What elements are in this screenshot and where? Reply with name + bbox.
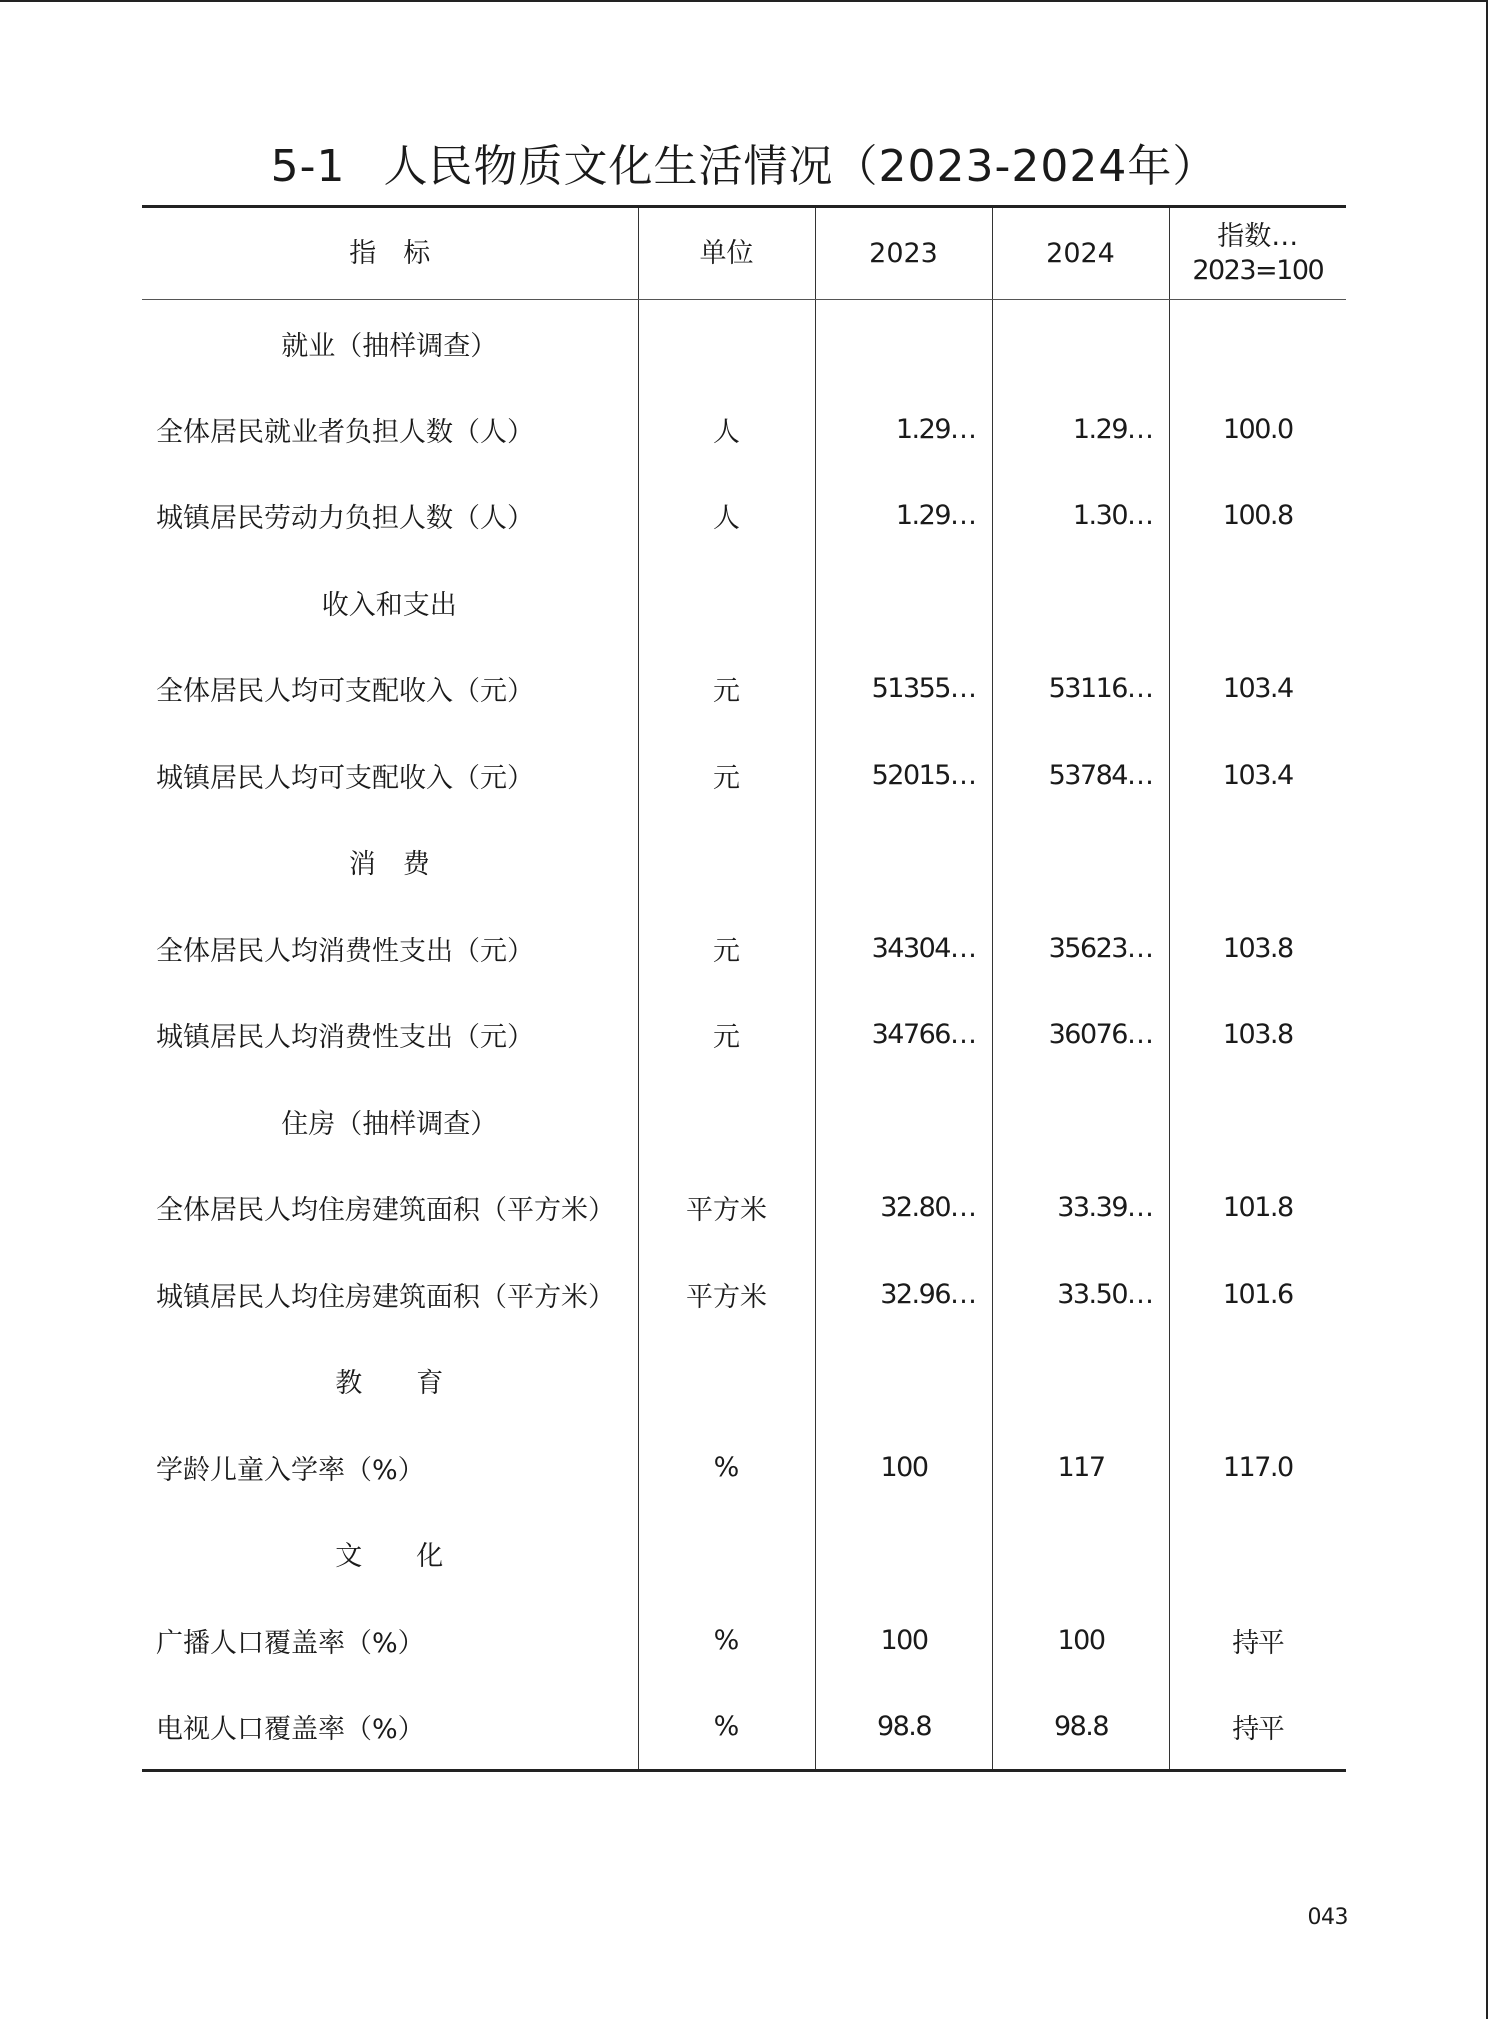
indicator-cell: 电视人口覆盖率（%）	[142, 1684, 638, 1771]
unit-cell: 人	[638, 473, 815, 560]
index-cell	[1169, 819, 1346, 906]
unit-cell	[638, 1511, 815, 1598]
indicator-cell: 全体居民人均可支配收入（元）	[156, 676, 534, 708]
table-row	[142, 1165, 1346, 1252]
value-2023-cell: 52015…	[815, 732, 992, 819]
page-number: 043	[1307, 1905, 1348, 1930]
category-label: 消 费	[348, 849, 430, 881]
value-2023-cell	[815, 819, 992, 906]
header-unit: 单位	[638, 207, 815, 300]
category-label: 就业（抽样调查）	[281, 330, 498, 362]
header-2024: 2024	[992, 207, 1169, 300]
value-2023-cell: 34766…	[815, 992, 992, 1079]
value-2023-cell: 32.96…	[815, 1251, 992, 1338]
unit-cell: 人	[638, 386, 815, 473]
index-cell: 持平	[1169, 1684, 1346, 1771]
unit-cell: %	[638, 1684, 815, 1771]
indicator-cell: 城镇居民劳动力负担人数（人）	[156, 503, 534, 535]
value-2024-cell: 53784…	[992, 732, 1169, 819]
value-2024-cell: 35623…	[992, 905, 1169, 992]
value-2023-cell: 98.8	[815, 1684, 992, 1771]
unit-cell	[638, 300, 815, 387]
value-2024-cell	[992, 559, 1169, 646]
unit-cell	[638, 559, 815, 646]
unit-cell: 元	[638, 646, 815, 733]
index-cell	[1169, 1078, 1346, 1165]
page-title	[0, 130, 1488, 194]
indicator-cell: 全体居民人均住房建筑面积（平方米）	[156, 1195, 615, 1227]
value-2024-cell	[992, 1078, 1169, 1165]
index-cell: 103.4	[1169, 732, 1346, 819]
table-number: 5-1	[270, 141, 346, 192]
header-index-line1: 指数…	[1217, 220, 1299, 252]
indicator-cell: 全体居民人均消费性支出（元）	[156, 935, 534, 967]
unit-cell	[638, 1078, 815, 1165]
statistics-table	[142, 205, 1346, 1772]
table-title-text: 人民物质文化生活情况（2023-2024年）	[383, 141, 1218, 192]
category-row	[142, 1511, 1346, 1598]
value-2023-cell	[815, 1511, 992, 1598]
value-2023-cell: 100	[815, 1597, 992, 1684]
unit-cell	[638, 1338, 815, 1425]
category-row	[142, 1338, 1346, 1425]
header-index-line2: 2023=100	[1192, 254, 1324, 286]
index-cell: 101.8	[1169, 1165, 1346, 1252]
indicator-cell: 城镇居民人均可支配收入（元）	[156, 762, 534, 794]
indicator-cell: 学龄儿童入学率（%）	[156, 1454, 425, 1486]
value-2024-cell	[992, 300, 1169, 387]
index-cell: 100.8	[1169, 473, 1346, 560]
header-index	[1169, 207, 1346, 300]
value-2023-cell	[815, 1078, 992, 1165]
indicator-cell: 广播人口覆盖率（%）	[156, 1627, 425, 1659]
page-top-border	[0, 0, 1488, 2]
unit-cell	[638, 819, 815, 906]
unit-cell: %	[638, 1597, 815, 1684]
value-2024-cell: 98.8	[992, 1684, 1169, 1771]
value-2024-cell: 100	[992, 1597, 1169, 1684]
value-2024-cell: 33.50…	[992, 1251, 1169, 1338]
table-body	[142, 300, 1346, 1771]
table-row	[142, 1424, 1346, 1511]
unit-cell: 平方米	[638, 1251, 815, 1338]
indicator-cell: 城镇居民人均消费性支出（元）	[156, 1022, 534, 1054]
unit-cell: 平方米	[638, 1165, 815, 1252]
index-cell: 117.0	[1169, 1424, 1346, 1511]
value-2024-cell: 1.29…	[992, 386, 1169, 473]
header-2023: 2023	[815, 207, 992, 300]
index-cell: 103.4	[1169, 646, 1346, 733]
index-cell: 103.8	[1169, 905, 1346, 992]
table-row	[142, 1684, 1346, 1771]
indicator-cell: 城镇居民人均住房建筑面积（平方米）	[156, 1281, 615, 1313]
category-row	[142, 300, 1346, 387]
category-label: 收入和支出	[321, 589, 457, 621]
category-row	[142, 1078, 1346, 1165]
unit-cell: 元	[638, 992, 815, 1079]
table-row	[142, 646, 1346, 733]
value-2023-cell: 1.29…	[815, 386, 992, 473]
index-cell	[1169, 300, 1346, 387]
header-indicator: 指 标	[142, 207, 638, 300]
value-2024-cell: 53116…	[992, 646, 1169, 733]
value-2024-cell: 1.30…	[992, 473, 1169, 560]
table-row	[142, 386, 1346, 473]
table-row	[142, 1251, 1346, 1338]
value-2023-cell	[815, 300, 992, 387]
table-row	[142, 732, 1346, 819]
index-cell: 持平	[1169, 1597, 1346, 1684]
table-row	[142, 473, 1346, 560]
value-2023-cell: 32.80…	[815, 1165, 992, 1252]
value-2024-cell	[992, 1338, 1169, 1425]
value-2024-cell: 36076…	[992, 992, 1169, 1079]
category-label: 住房（抽样调查）	[281, 1108, 498, 1140]
index-cell: 101.6	[1169, 1251, 1346, 1338]
category-row	[142, 819, 1346, 906]
category-label: 文 化	[335, 1541, 444, 1573]
value-2023-cell: 1.29…	[815, 473, 992, 560]
indicator-cell: 全体居民就业者负担人数（人）	[156, 416, 534, 448]
unit-cell: %	[638, 1424, 815, 1511]
index-cell	[1169, 1338, 1346, 1425]
index-cell: 100.0	[1169, 386, 1346, 473]
category-label: 教 育	[335, 1368, 444, 1400]
value-2024-cell	[992, 819, 1169, 906]
index-cell: 103.8	[1169, 992, 1346, 1079]
value-2023-cell	[815, 559, 992, 646]
value-2024-cell: 33.39…	[992, 1165, 1169, 1252]
value-2023-cell: 100	[815, 1424, 992, 1511]
table-row	[142, 1597, 1346, 1684]
category-row	[142, 559, 1346, 646]
table-row	[142, 992, 1346, 1079]
value-2023-cell: 51355…	[815, 646, 992, 733]
value-2023-cell: 34304…	[815, 905, 992, 992]
index-cell	[1169, 559, 1346, 646]
table-row	[142, 905, 1346, 992]
unit-cell: 元	[638, 732, 815, 819]
value-2023-cell	[815, 1338, 992, 1425]
index-cell	[1169, 1511, 1346, 1598]
value-2024-cell	[992, 1511, 1169, 1598]
unit-cell: 元	[638, 905, 815, 992]
table-header-row	[142, 207, 1346, 300]
value-2024-cell: 117	[992, 1424, 1169, 1511]
